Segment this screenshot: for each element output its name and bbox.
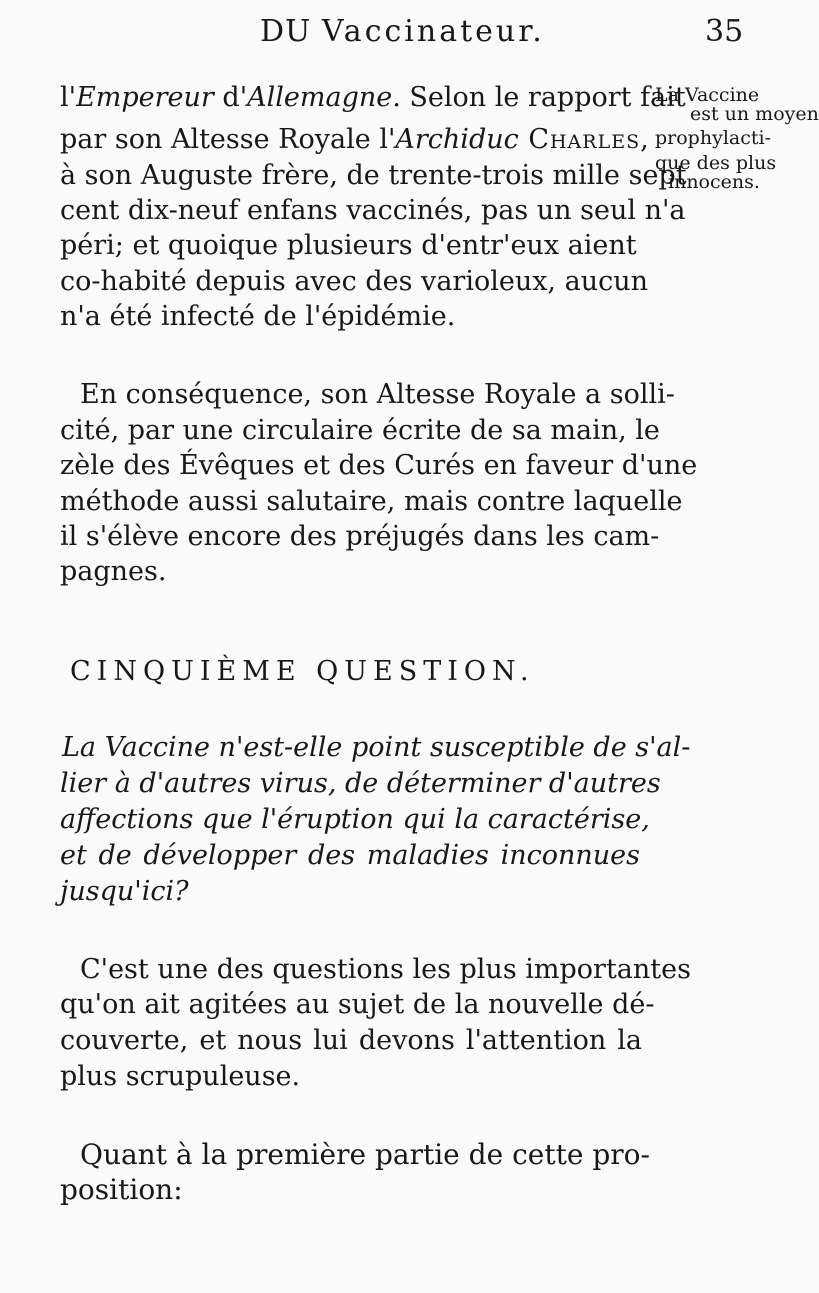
margin-note-line-3: prophylacti- — [655, 127, 771, 149]
paragraph-2-line-1: En conséquence, son Altesse Royale a solli- — [80, 379, 675, 410]
question-line-4: et de développer des maladies inconnues — [60, 840, 640, 871]
running-head-title: Vaccinateur. — [321, 14, 545, 49]
paragraph-2-line-2: cité, par une circulaire écrite de sa main, le — [60, 415, 660, 446]
paragraph-4-line-1: Quant à la première partie de cette pro- — [80, 1138, 650, 1171]
paragraph-1-line-1 — [60, 82, 686, 114]
text-span-small-caps: Charles, — [518, 124, 650, 155]
question-line-5: jusqu'ici? — [60, 876, 189, 907]
paragraph-4-line-2: position: — [60, 1173, 183, 1206]
section-heading: CINQUIÈME QUESTION. — [70, 656, 535, 687]
text-span: d' — [213, 82, 248, 113]
margin-note-line-5: innocens. — [668, 171, 760, 193]
paragraph-2-line-6: pagnes. — [60, 556, 167, 587]
text-span: l' — [60, 82, 77, 113]
paragraph-2-line-3: zèle des Évêques et des Curés en faveur d'une — [60, 450, 698, 481]
text-span-italic: Archiduc — [395, 124, 519, 155]
paragraph-1-line-5: péri; et quoique plusieurs d'entr'eux aient — [60, 230, 637, 261]
running-head — [260, 14, 545, 49]
paragraph-2-line-4: méthode aussi salutaire, mais contre laquelle — [60, 486, 683, 517]
margin-note-line-2: est un moyen — [690, 103, 819, 125]
running-head-prefix: DU — [260, 14, 312, 49]
text-span-italic: Empereur — [76, 82, 214, 113]
paragraph-1-line-3: à son Auguste frère, de trente-trois mille sept — [60, 160, 687, 191]
margin-note-line-1: La Vaccine — [655, 84, 760, 106]
text-span: . Selon le rapport fait — [392, 82, 686, 113]
paragraph-3-line-3: couverte, et nous lui devons l'attention la — [60, 1025, 642, 1056]
text-span-italic: Allemagne — [247, 82, 393, 113]
question-line-1: La Vaccine n'est-elle point susceptible de s'al- — [62, 732, 691, 763]
paragraph-1-line-4: cent dix-neuf enfans vaccinés, pas un seul n'a — [60, 195, 686, 226]
paragraph-2-line-5: il s'élève encore des préjugés dans les cam- — [60, 521, 660, 552]
paragraph-1-line-2 — [60, 124, 650, 156]
page-number: 35 — [705, 14, 744, 49]
text-span: par son Altesse Royale l' — [60, 124, 396, 155]
paragraph-1-line-6: co-habité depuis avec des varioleux, aucun — [60, 266, 648, 297]
paragraph-3-line-4: plus scrupuleuse. — [60, 1061, 301, 1092]
paragraph-3-line-1: C'est une des questions les plus importantes — [80, 954, 691, 985]
question-line-2: lier à d'autres virus, de déterminer d'autres — [60, 768, 661, 799]
paragraph-1-line-7: n'a été infecté de l'épidémie. — [60, 301, 456, 332]
margin-note-line-4: que des plus — [655, 152, 777, 174]
paragraph-3-line-2: qu'on ait agitées au sujet de la nouvelle dé- — [60, 989, 655, 1020]
question-line-3: affections que l'éruption qui la caractérise, — [60, 804, 650, 835]
